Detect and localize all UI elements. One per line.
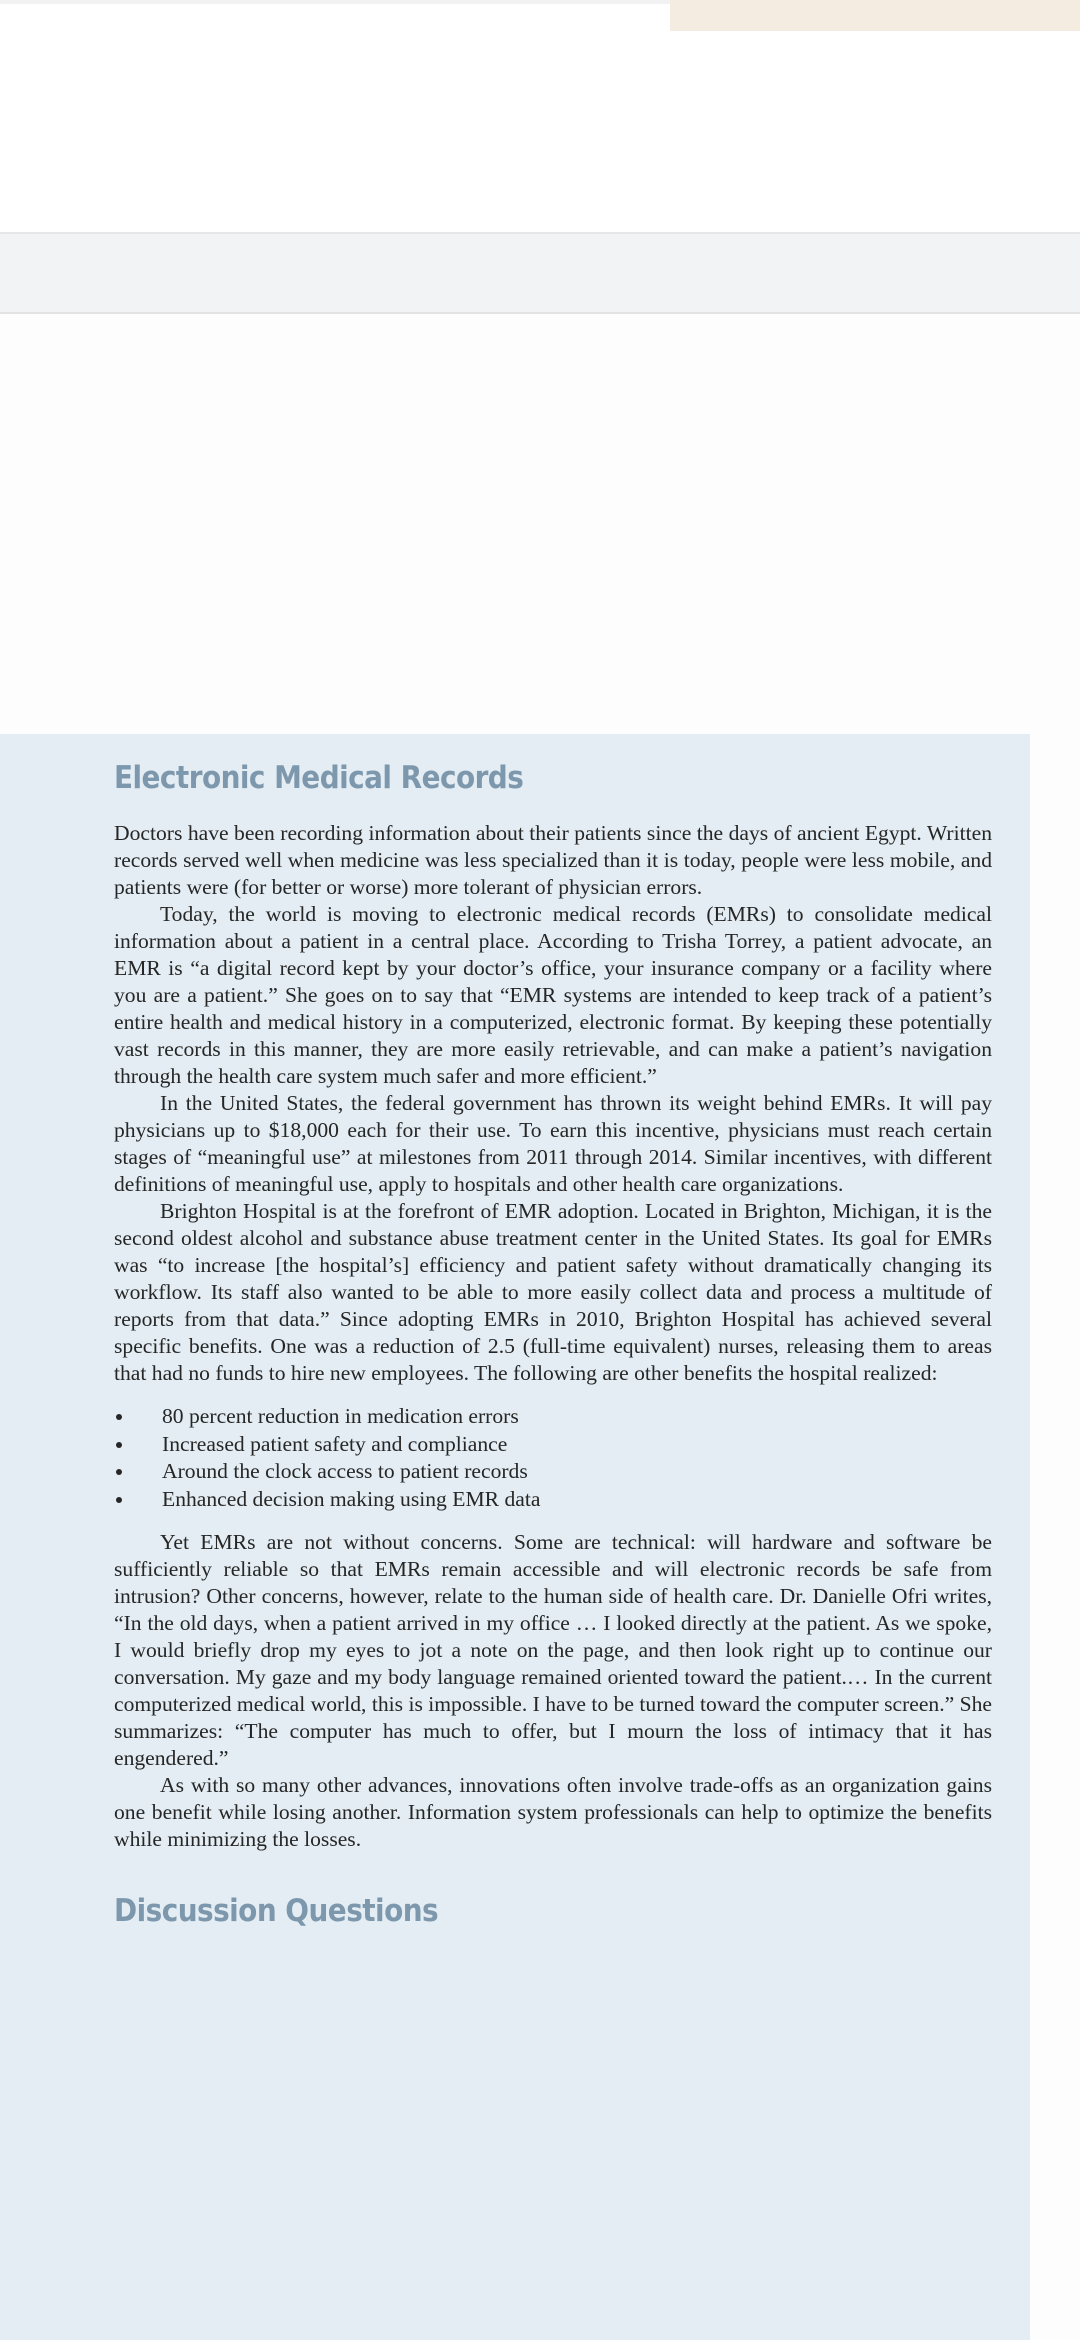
page-right-margin (1030, 734, 1080, 2340)
paragraph: Yet EMRs are not without concerns. Some are technical: will hardware and software be sufficiently reliable so that EMRs remain accessible and will electronic records be safe from intrusion? Other concerns, however, relate to the human side of health care. Dr. Danielle Ofri writes, “In the old days, when a patient arrived in my office … I looked directly at the patient. As we spoke, I would briefly drop my eyes to jot a note on the page, and then look right up to continue our conversation. My gaze and my body language remained oriented toward the patient.… In the current computerized medical world, this is impossible. I have to be turned toward the computer screen.” She summarizes: “The computer has much to offer, but I mourn the loss of intimacy that it has engendered.” (114, 1530, 992, 1770)
list-item (114, 1431, 992, 1459)
list-item-text: Increased patient safety and compliance (162, 1431, 508, 1456)
toolbar-band (0, 234, 1080, 312)
bullet-icon (116, 1442, 122, 1448)
bullet-icon (116, 1469, 122, 1475)
bullet-icon (116, 1414, 122, 1420)
top-tab (670, 0, 1080, 31)
paragraph: Today, the world is moving to electronic medical records (EMRs) to consolidate medical information about a patient in a central place. According to Trisha Torrey, a patient advocate, an EMR is “a digital record kept by your doctor’s office, your insurance company or a facility where you are a patient.” She goes on to say that “EMR systems are intended to keep track of a patient’s entire health and medical history in a computerized, electronic format. By keeping these potentially vast records in this manner, they are more easily retrievable, and can make a patient’s navigation through the health care system much safer and more efficient.” (114, 902, 992, 1088)
discussion-questions-heading: Discussion Questions (114, 1893, 439, 1929)
list-item-text: 80 percent reduction in medication errors (162, 1404, 519, 1428)
paragraph: Doctors have been recording information about their patients since the days of ancient Egypt. Written records served well when medicine was less specialized than it is today, people were less mobile, and patients were (for better or worse) more tolerant of physician errors. (114, 821, 992, 899)
bullet-icon (116, 1497, 122, 1503)
paragraph: Brighton Hospital is at the forefront of EMR adoption. Located in Brighton, Michigan, it is the second oldest alcohol and substance abuse treatment center in the United States. Its goal for EMRs was “to increase [the hospital’s] efficiency and patient safety without dramatically changing its workflow. Its staff also wanted to be able to more easily collect data and process a multitude of reports from that data.” Since adopting EMRs in 2010, Brighton Hospital has achieved several specific benefits. One was a reduction of 2.5 (full-time equivalent) nurses, releasing them to areas that had no funds to hire new employees. The following are other benefits the hospital realized: (114, 1199, 992, 1385)
benefits-list (114, 1403, 992, 1513)
list-item (114, 1458, 992, 1486)
paragraph: As with so many other advances, innovations often involve trade-offs as an organization gains one benefit while losing another. Information system professionals can help to optimize the benefits while minimizing the losses. (114, 1773, 992, 1851)
list-item-text: Around the clock access to patient records (162, 1459, 528, 1483)
page-blank-area (0, 314, 1080, 734)
list-item (114, 1403, 992, 1431)
top-strip (0, 0, 670, 4)
list-item (114, 1486, 992, 1514)
paragraph: In the United States, the federal government has thrown its weight behind EMRs. It will pay physicians up to $18,000 each for their use. To earn this incentive, physicians must reach certain stages of “meaningful use” at milestones from 2011 through 2014. Similar incentives, with different definitions of meaningful use, apply to hospitals and other health care organizations. (114, 1091, 992, 1196)
case-study-heading: Electronic Medical Records (114, 760, 524, 796)
list-item-text: Enhanced decision making using EMR data (162, 1486, 541, 1511)
case-study-box (0, 734, 1030, 2340)
case-study-content (114, 760, 992, 1929)
